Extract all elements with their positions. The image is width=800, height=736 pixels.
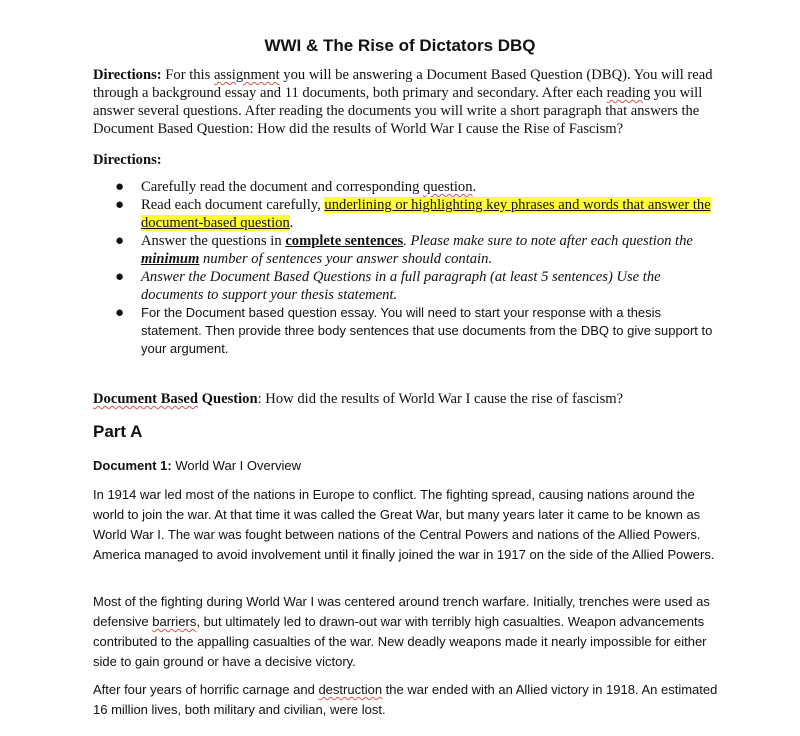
directions-label: Directions: <box>93 67 162 83</box>
bullet-icon: ● <box>115 305 125 321</box>
list-item: ● Answer the Document Based Questions in a full paragraph (at least 5 sentences) Use the documents to support your thesis statement. <box>115 269 661 303</box>
directions-text-2: you will be answering a Document Based Question (DBQ). You will read through a background essay and 11 documents, both primary and secondary. After each <box>93 67 713 101</box>
directions-paragraph <box>93 66 715 138</box>
dbq-label-1: Document Based <box>93 391 198 407</box>
list-item: ● Read each document carefully, underlining or highlighting key phrases and words that answer the document-based question. <box>115 197 711 231</box>
dbq-text: : How did the results of World War I cause the rise of fascism? <box>257 391 624 407</box>
directions-heading: Directions: <box>93 152 162 168</box>
bullet-icon: ● <box>115 233 125 249</box>
spellcheck-reading: reading <box>606 85 651 101</box>
dbq-question <box>93 390 623 408</box>
paragraph-2: Most of the fighting during World War I was centered around trench warfare. Initially, trenches were used as defensive barriers, but ultimately led to drawn-out war with terribly high casualties. Weapon advancements contributed to the appalling casualties of the war. New deadly weapons made it nearly impossible for either side to gain ground or have a decisive victory. <box>93 594 710 669</box>
list-item: ● For the Document based question essay. You will need to start your response with a thesis statement. Then provide three body sentences that use documents from the DBQ to give support to your argument. <box>115 305 713 356</box>
part-a-heading: Part A <box>93 422 143 441</box>
document-title: WWI & The Rise of Dictators DBQ <box>264 36 536 55</box>
paragraph-3: After four years of horrific carnage and destruction the war ended with an Allied victory in 1918. An estimated 16 million lives, both military and civilian, were lost. <box>93 682 718 717</box>
paragraph-1: In 1914 war led most of the nations in Europe to conflict. The fighting spread, causing nations around the world to join the war. At that time it was called the Great War, but many years later it came to be known as World War I. The war was fought between nations of the Central Powers and nations of the Allied Powers. America managed to avoid involvement until it finally joined the war in 1917 on the side of the Allied Powers. <box>93 487 715 562</box>
instruction-list <box>93 178 715 358</box>
spellcheck-barriers: barriers <box>152 614 197 629</box>
list-item: ● Answer the questions in complete sentences. Please make sure to note after each question the minimum number of sentences your answer should contain. <box>115 233 693 267</box>
document-1-heading: Document 1: World War I Overview <box>93 458 302 473</box>
directions-text-1: For this <box>161 67 214 83</box>
list-item: ● Carefully read the document and corresponding question. <box>115 179 477 195</box>
bullet-icon: ● <box>115 179 125 195</box>
bullet-icon: ● <box>115 197 125 213</box>
dbq-label-2: Question <box>198 391 258 407</box>
highlighted-text: underlining or highlighting key phrases and words that answer the document-based question <box>141 197 711 231</box>
spellcheck-destruction: destruction <box>318 682 383 697</box>
spellcheck-assignment: assignment <box>213 67 280 83</box>
bullet-icon: ● <box>115 269 125 285</box>
directions-text-3: you will answer several questions. After reading the documents you will write a short paragraph that answers the Document Based Question: How did the results of World War I cause the Rise of Fascism? <box>93 85 703 137</box>
